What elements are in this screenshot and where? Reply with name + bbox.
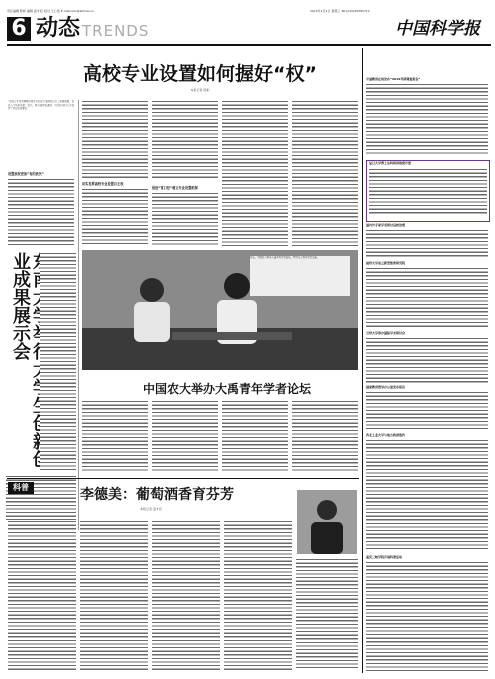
main-byline: 本报记者 陈彬	[190, 88, 210, 92]
feature-3-col-3	[152, 520, 220, 670]
article-body-col-3b	[152, 192, 218, 246]
sidebar-item-3	[366, 224, 488, 259]
article-body-col-4	[222, 100, 288, 246]
sidebar-item-2-highlight	[366, 160, 490, 222]
sidebar-item-text	[366, 439, 488, 549]
feature-3-col-5	[296, 558, 358, 670]
article-body-col-1: “高校专业设置调整的根本目的在于服务经济社会发展需要，提高人才培养质量。”近日，教育部印发通知，对高校本科专业设置工作提出新要求。	[8, 100, 74, 111]
sidebar-item-title: 兰州大学举办国际学术研讨会	[366, 331, 406, 335]
feature-3-col-4	[224, 520, 292, 670]
sidebar-item-title: 西北工业大学与地方政府签约	[366, 433, 406, 437]
sidebar-item-title: 国内外专家学者研讨高校治理	[366, 223, 406, 227]
sidebar-item-6	[366, 386, 488, 431]
feature-2-col-4	[292, 400, 358, 472]
sidebar-item-title: 福州大学成立新型智库研究院	[366, 261, 406, 265]
sidebar-item-text	[366, 337, 488, 383]
header-date: 2019年1月3日 星期三 Tel:(010)62580712	[310, 9, 370, 13]
sidebar-item-text	[366, 391, 488, 431]
feature-3-col-2	[80, 520, 148, 670]
feature-3-col-1	[8, 520, 76, 670]
masthead-logo: 中国科学报	[395, 19, 480, 39]
feature-3-headline: 李德美：葡萄酒香育芬芳	[80, 487, 234, 503]
lower-section-rule	[7, 478, 359, 479]
sidebar-item-text	[369, 168, 487, 216]
portrait-photo	[297, 490, 357, 554]
portrait-illustration	[297, 490, 357, 554]
article-body-col-1b	[8, 178, 74, 246]
feature-2-headline: 中国农大举办大禹青年学者论坛	[142, 382, 311, 396]
feature-2-col-1	[82, 400, 148, 472]
article-subhead-2: 切实发挥高校专业设置自主权	[82, 182, 124, 186]
vertical-headline: 业成果展示会	[10, 252, 31, 360]
section-tag: 科普	[8, 482, 34, 494]
sidebar-item-text	[366, 267, 488, 329]
sidebar-item-title: 复旦大学博士生科研训练营开营	[369, 161, 412, 165]
main-headline: 高校专业设置如何握好“权”	[83, 63, 317, 85]
sidebar-item-1	[366, 78, 488, 155]
sidebar-item-title: 重庆三峡学院开展科普活动	[366, 555, 403, 559]
section-title-cn: 动态	[36, 16, 81, 41]
vertical-article-body	[40, 252, 76, 472]
sidebar-item-7	[366, 434, 488, 549]
sidebar-item-4	[366, 262, 488, 329]
column-divider	[78, 100, 79, 530]
header-rule	[7, 44, 491, 46]
section-title-en: TRENDS	[82, 22, 150, 40]
article-body-col-3	[152, 100, 218, 180]
article-body-col-5	[292, 100, 358, 246]
feature-3-byline: 本报记者 温才妃	[140, 507, 162, 511]
article-subhead-3: 促进“宽口径”建立专业设置机制	[152, 186, 198, 190]
sidebar-item-text	[366, 83, 488, 155]
photo-caption: 日前，中国农大举办大禹青年学者论坛。图为与会青年学者交流。	[250, 256, 350, 296]
sidebar-item-title: 中国教育在线发布“2019考研调查报告”	[366, 77, 421, 81]
feature-2-col-2	[152, 400, 218, 472]
article-body-col-2	[82, 100, 148, 180]
sidebar-item-5	[366, 332, 488, 383]
header-meta: 责任编辑 陈彬 编辑 温才妃 校对 王心怡 E-mail:edu@stimes.cn	[7, 9, 95, 13]
sidebar-item-text	[366, 229, 488, 259]
sidebar-item-title: 国家教育督导办公室发布报告	[366, 385, 406, 389]
page-number-badge: 6	[7, 17, 31, 41]
sidebar-item-8	[366, 556, 488, 671]
feature-2-col-3	[222, 400, 288, 472]
article-subhead-1: 设置放权更加“有的放矢”	[8, 172, 45, 176]
sidebar-item-text	[366, 561, 488, 671]
sidebar-divider	[362, 48, 363, 673]
article-body-col-2b	[82, 188, 148, 246]
